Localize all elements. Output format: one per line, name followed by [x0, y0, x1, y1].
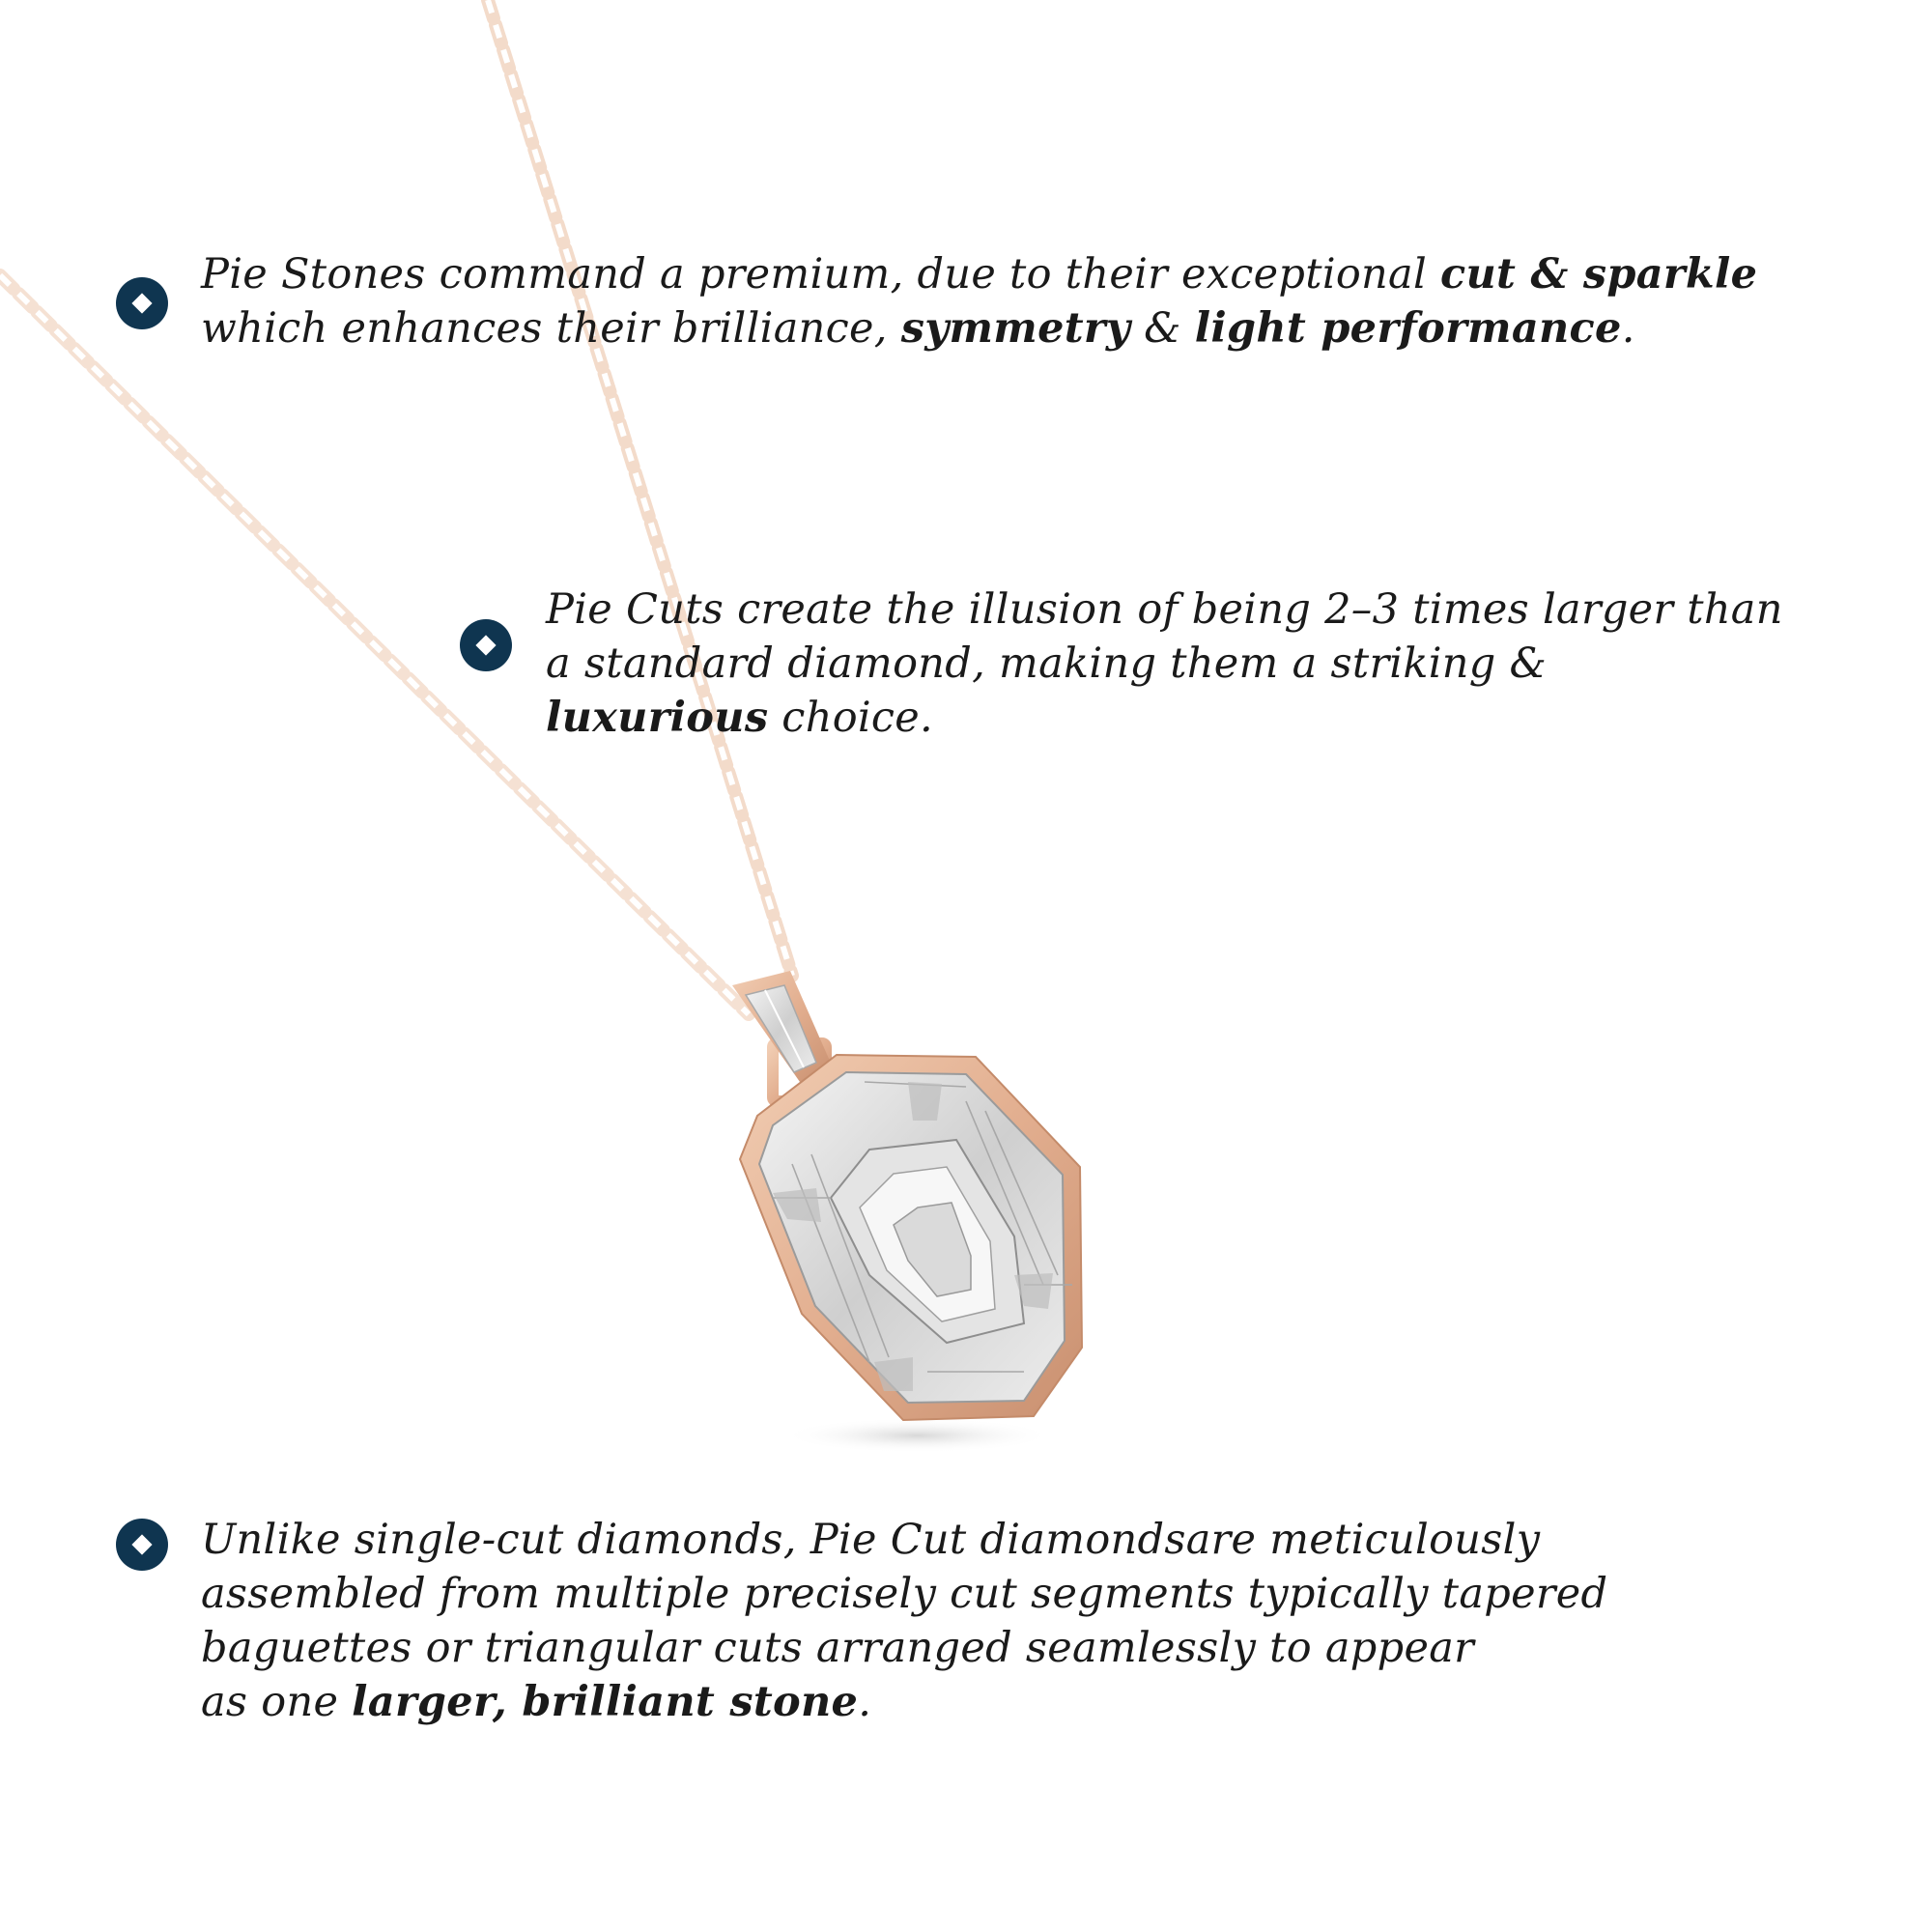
p3-emphasis-larger-brilliant-stone: larger, brilliant stone — [352, 1678, 859, 1726]
p2-emphasis-luxurious: luxurious — [546, 694, 769, 742]
p1-text: Pie Stones command a premium, due to their exceptional — [201, 250, 1441, 298]
p3-line-1: Unlike single-cut diamonds, Pie Cut diamondsare meticulously — [201, 1516, 1541, 1564]
bullet-3-diamond-icon — [116, 1519, 168, 1571]
p1-line-2 — [201, 301, 1757, 355]
p1-emphasis-symmetry: symmetry — [900, 304, 1131, 353]
pendant-stone — [740, 1055, 1082, 1420]
p2-line-3 — [546, 691, 1783, 745]
p3-line-2: assembled from multiple precisely cut segments typically tapered — [201, 1570, 1608, 1618]
p3-text: as one — [201, 1678, 353, 1726]
p3-line-3: baguettes or triangular cuts arranged seamlessly to appear — [201, 1624, 1475, 1672]
p2-text: choice. — [768, 694, 934, 742]
p3-line-4 — [201, 1675, 1607, 1729]
feature-text-3 — [201, 1513, 1607, 1729]
p3-text: . — [858, 1678, 872, 1726]
p1-text: & — [1130, 304, 1195, 353]
chain-right — [488, 0, 792, 976]
p1-text: which enhances their brilliance, — [201, 304, 901, 353]
p1-emphasis-cut-sparkle: cut & sparkle — [1440, 250, 1758, 298]
p1-emphasis-light-performance: light performance — [1194, 304, 1622, 353]
p1-line-1 — [201, 247, 1757, 301]
feature-text-1 — [201, 247, 1757, 355]
bullet-1-diamond-icon — [116, 277, 168, 329]
bullet-2-diamond-icon — [460, 619, 512, 671]
feature-text-2 — [546, 582, 1783, 745]
p1-text: . — [1621, 304, 1635, 353]
p2-line-1: Pie Cuts create the illusion of being 2–3 times larger than — [546, 585, 1783, 634]
p2-line-2: a standard diamond, making them a striking & — [546, 639, 1548, 688]
